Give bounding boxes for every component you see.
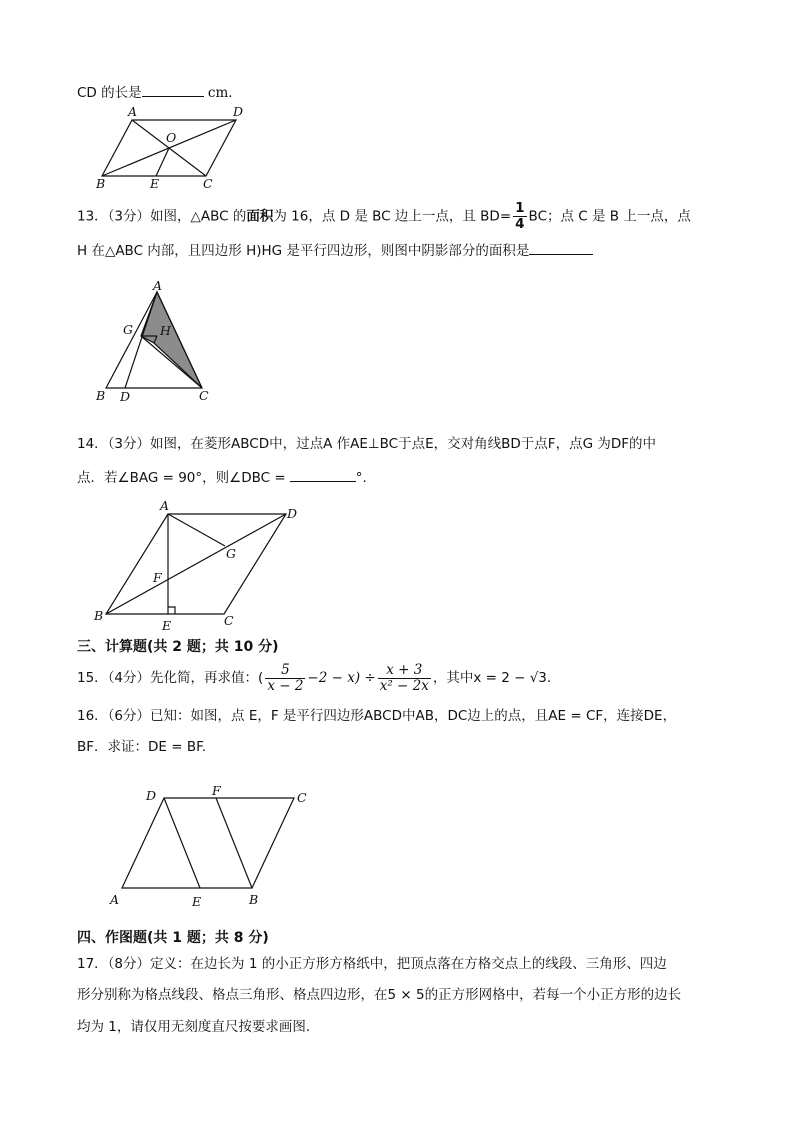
q12-answer-line xyxy=(77,82,242,102)
fig16-label-f: F xyxy=(212,783,221,798)
q13-score: （3分） xyxy=(107,208,151,225)
fig13-label-h: H xyxy=(160,323,171,338)
fig16-segment-de xyxy=(164,798,200,888)
q14-line1 xyxy=(77,435,656,453)
q14-text-b: °. xyxy=(355,470,367,486)
q16-line2: BF．求证：DE = BF. xyxy=(77,739,206,755)
q13-answer-blank[interactable] xyxy=(529,240,593,255)
q17-line2: 形分别称为格点线段、格点三角形、格点四边形，在5 × 5的正方形网格中，若每一个小正方形的边长 xyxy=(77,987,682,1003)
fig16-label-c: C xyxy=(297,790,307,805)
fig12-label-b: B xyxy=(96,176,106,191)
fig16-parallelogram-abcd xyxy=(122,798,294,888)
q15-f1-num: 5 xyxy=(265,663,305,679)
q13-frac-num: 1 xyxy=(515,200,525,216)
fig14-segment-ag xyxy=(168,514,225,546)
q14-line2 xyxy=(77,467,367,487)
figure-14-rhombus xyxy=(90,496,310,634)
q15-f1-den: x − 2 xyxy=(267,677,304,694)
fig12-label-c: C xyxy=(203,176,213,191)
fig14-label-d: D xyxy=(287,506,298,521)
q12-unit: cm． xyxy=(207,85,242,101)
fig13-label-a: A xyxy=(153,280,163,293)
q14-text-a: 点．若∠BAG = 90°，则∠DBC = xyxy=(77,470,286,486)
q12-answer-blank[interactable] xyxy=(142,82,204,97)
figure-13-triangle xyxy=(92,280,222,405)
figure-16-parallelogram xyxy=(106,782,326,912)
q17-line3: 均为 1，请仅用无刻度直尺按要求画图． xyxy=(77,1019,320,1035)
q15-text-mid: −2 − x) ÷ xyxy=(307,670,376,686)
q15-fraction-1 xyxy=(265,663,305,694)
fig12-label-o: O xyxy=(166,130,177,145)
fig16-label-e: E xyxy=(192,894,202,909)
fig14-diagonal-bd xyxy=(106,514,286,614)
q15-f2-num: x + 3 xyxy=(378,663,431,679)
q14-answer-blank[interactable] xyxy=(290,467,356,482)
q13-text-b: 为 16，点 D 是 BC 边上一点，且 BD= xyxy=(273,208,512,225)
fig14-label-f: F xyxy=(153,570,162,585)
fig14-label-a: A xyxy=(160,498,170,513)
q13-text-c: BC；点 C 是 B 上一点，点 xyxy=(528,208,691,225)
fig16-label-a: A xyxy=(110,892,120,907)
fig16-label-b: B xyxy=(249,892,259,907)
fig14-label-e: E xyxy=(162,618,172,633)
q13-line1 xyxy=(77,201,691,232)
q17-line1 xyxy=(77,955,667,973)
fig16-label-d: D xyxy=(146,788,157,803)
fig12-label-a: A xyxy=(128,104,138,119)
q15-f2-den: x² − 2x xyxy=(379,677,429,694)
section-4-heading: 四、作图题(共 1 题；共 8 分) xyxy=(77,930,269,946)
fig14-label-b: B xyxy=(94,608,104,623)
fig14-label-g: G xyxy=(226,546,236,561)
q14-text-line1: 如图，在菱形ABCD中，过点A 作AE⊥BC于点E，交对角线BD于点F，点G 为DF的中 xyxy=(150,436,656,452)
section-3-heading: 三、计算题(共 2 题；共 10 分) xyxy=(77,639,279,655)
q16-line1 xyxy=(77,707,676,725)
fig12-label-e: E xyxy=(150,176,160,191)
fig13-label-b: B xyxy=(96,388,106,403)
fig13-label-g: G xyxy=(123,322,133,337)
q15-text-b: ，其中x = 2 − √3. xyxy=(432,670,552,686)
q16-number: 16． xyxy=(77,708,108,724)
q13-fraction xyxy=(513,201,526,232)
q14-score: （3分） xyxy=(107,436,151,452)
q13-text-line2: H 在△ABC 内部，且四边形 H)HG 是平行四边形，则图中阴影部分的面积是 xyxy=(77,243,530,259)
q13-text-a: 如图，△ABC 的 xyxy=(150,208,247,225)
q16-score: （6分） xyxy=(107,708,151,724)
q15-text-a: 先化简，再求值：( xyxy=(150,670,264,686)
q17-number: 17． xyxy=(77,956,108,972)
fig13-shaded-region xyxy=(141,292,202,388)
q17-score: （8分） xyxy=(107,956,151,972)
q13-line2 xyxy=(77,240,593,260)
q13-number: 13． xyxy=(77,208,108,225)
q13-text-bold: 面积 xyxy=(246,208,274,225)
q17-text-line1: 定义：在边长为 1 的小正方形方格纸中，把顶点落在方格交点上的线段、三角形、四边 xyxy=(150,956,667,972)
fig14-right-angle-mark xyxy=(168,607,175,614)
q15-number: 15． xyxy=(77,670,108,686)
q15-line xyxy=(77,662,551,694)
q16-text-line1: 已知：如图，点 E，F 是平行四边形ABCD中AB，DC边上的点，且AE = CF，连接DE， xyxy=(150,708,677,724)
fig14-label-c: C xyxy=(224,613,234,628)
q12-prefix: CD 的长是 xyxy=(77,85,142,101)
fig16-segment-bf xyxy=(216,798,252,888)
fig13-label-c: C xyxy=(199,388,209,403)
figure-12-parallelogram xyxy=(90,104,260,194)
q14-number: 14． xyxy=(77,436,108,452)
fig13-label-d: D xyxy=(120,389,131,404)
q15-score: （4分） xyxy=(107,670,151,686)
q15-fraction-2 xyxy=(378,663,431,694)
q13-frac-den: 4 xyxy=(515,216,525,232)
fig12-label-d: D xyxy=(233,104,244,119)
